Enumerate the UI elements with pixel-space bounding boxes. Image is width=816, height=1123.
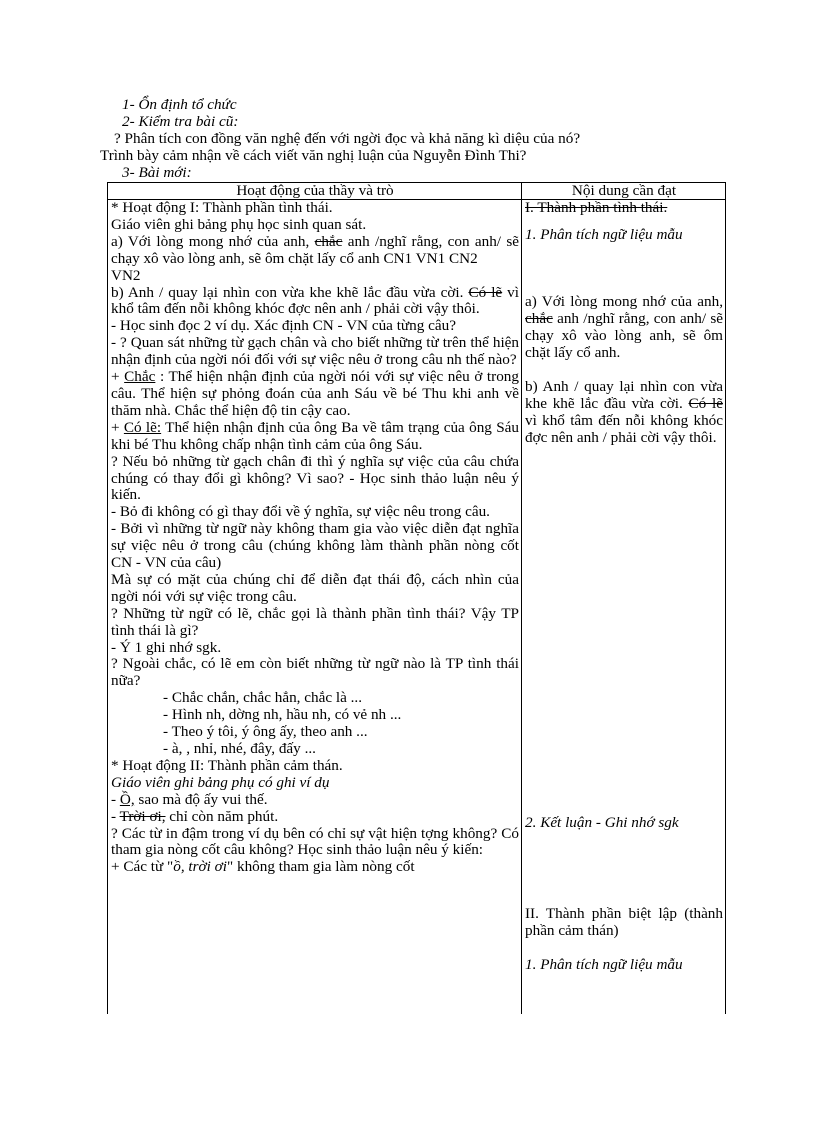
question-remove: ? Nếu bỏ những từ gạch chân đi thì ý nghĩa sự việc của câu chứa chúng có thay đổi gì không? Vì sao? - Học sinh thảo luận nêu ý kiến. bbox=[111, 452, 519, 504]
example-b: b) Anh / quay lại nhìn con vừa khe khẽ lắc đầu vừa cời. Có lẽ vì khổ tâm đến nỗi không khóc đợc nên anh / phải cời vậy thôi. bbox=[111, 283, 519, 318]
content-example-a: a) Với lòng mong nhớ của anh, chắc anh /nghĩ rằng, con anh/ sẽ chạy xô vào lòng anh, sẽ ôm chặt lấy cổ anh. bbox=[525, 292, 723, 361]
answer-because: - Bởi vì những từ ngữ này không tham gia vào việc diễn đạt nghĩa sự việc nêu ở trong câu (chúng không làm thành phần nòng cốt CN - VN của câu) bbox=[111, 520, 519, 572]
intro-question-2: Trình bày cảm nhận về cách viết văn nghị luận của Nguyễn Đình Thi? bbox=[100, 147, 527, 164]
question-bold-words: ? Các từ in đậm trong ví dụ bên có chỉ sự vật hiện tợng không? Có tham gia nòng cốt câu không? Học sinh thảo luận nêu ý kiến: bbox=[111, 824, 519, 859]
task-identify: - Học sinh đọc 2 ví dụ. Xác định CN - VN của từng câu? bbox=[111, 317, 456, 335]
list-item: - Theo ý tôi, ý ông ấy, theo anh ... bbox=[163, 723, 368, 741]
list-item: - à, , nhỉ, nhé, đây, đấy ... bbox=[163, 740, 316, 757]
content-example-b: b) Anh / quay lại nhìn con vừa khe khẽ lắc đầu vừa cời. Có lẽ vì khổ tâm đến nỗi không khóc đợc nên anh / phải cời vậy thôi. bbox=[525, 378, 723, 447]
header-activities: Hoạt động của thầy và trò bbox=[108, 183, 522, 200]
answer-attitude: Mà sự có mặt của chúng chỉ để diễn đạt thái độ, cách nhìn của ngời nói với sự việc trong câu. bbox=[111, 570, 519, 605]
lesson-table bbox=[107, 182, 726, 1014]
intro-step-3: 3- Bài mới: bbox=[122, 164, 192, 181]
example-o: - Ồ, sao mà độ ấy vui thế. bbox=[111, 790, 268, 808]
intro-question-1: ? Phân tích con đồng văn nghệ đến với ngời đọc và khả năng kì diệu của nó? bbox=[114, 130, 581, 147]
example-troi-oi: - Trời ơi, chỉ còn năm phút. bbox=[111, 807, 279, 825]
answer-co-le: + Có lẽ: Thể hiện nhận định của ông Ba về tâm trạng của ông Sáu khi bé Thu không chấp nhận tình cảm của ông Sáu. bbox=[111, 418, 519, 453]
list-item: - Chắc chắn, chắc hẳn, chắc là ... bbox=[163, 689, 363, 707]
note-sgk: - Ý 1 ghi nhớ sgk. bbox=[111, 638, 222, 656]
example-a: a) Với lòng mong nhớ của anh, chắc anh /nghĩ rằng, con anh/ sẽ chạy xô vào lòng anh, sẽ ôm chặt lấy cổ anh CN1 VN1 CN2 bbox=[111, 232, 519, 267]
list-item: - Hình nh, dờng nh, hầu nh, có vẻ nh ... bbox=[163, 706, 402, 724]
answer-exclamation: + Các từ "ồ, trời ơi" không tham gia làm nòng cốt bbox=[111, 858, 415, 876]
question-more-words: ? Ngoài chắc, có lẽ em còn biết những từ ngữ nào là TP tình thái nữa? bbox=[111, 655, 519, 690]
question-definition: ? Những từ ngữ có lẽ, chắc gọi là thành phần tình thái? Vậy TP tình thái là gì? bbox=[111, 604, 519, 639]
teacher-note: Giáo viên ghi bảng phụ học sinh quan sát. bbox=[111, 215, 367, 233]
section-2-title: II. Thành phần biệt lập (thành phần cảm thán) bbox=[525, 904, 723, 939]
example-a-tail: VN2 bbox=[111, 266, 141, 284]
lesson-intro bbox=[100, 96, 730, 181]
content-column bbox=[522, 200, 726, 1015]
subsection-analysis-2: 1. Phân tích ngữ liệu mẫu bbox=[525, 955, 683, 973]
question-observe: - ? Quan sát những từ gạch chân và cho biết những từ trên thể hiện nhận định của ngời nói đối với sự việc nêu ở trong câu nh thế nào? bbox=[111, 334, 519, 369]
intro-step-2: 2- Kiểm tra bài cũ: bbox=[122, 113, 239, 130]
activity-2-heading: * Hoạt động II: Thành phần cảm thán. bbox=[111, 756, 343, 774]
intro-step-1: 1- Ổn định tổ chức bbox=[122, 96, 237, 113]
teacher-note-2: Giáo viên ghi bảng phụ có ghi ví dụ bbox=[111, 773, 330, 791]
underlined-word-chac: chắc bbox=[314, 232, 343, 250]
header-content: Nội dung cần đạt bbox=[522, 183, 726, 200]
activity-1-heading: * Hoạt động I: Thành phần tình thái. bbox=[111, 199, 333, 216]
answer-chac: + Chắc : Thể hiện nhận định của ngời nói với sự việc nêu ở trong câu. Thể hiện sự phỏng đoán của anh Sáu về bé Thu khi anh về thăm nhà. Chắc thể hiện độ tin cậy cao. bbox=[111, 368, 519, 419]
activities-column bbox=[108, 200, 522, 1015]
subsection-analysis: 1. Phân tích ngữ liệu mẫu bbox=[525, 225, 683, 243]
answer-remove: - Bỏ đi không có gì thay đổi về ý nghĩa, sự việc nêu trong câu. bbox=[111, 503, 490, 521]
underlined-word-co-le: Có lẽ bbox=[468, 283, 503, 301]
subsection-conclusion: 2. Kết luận - Ghi nhớ sgk bbox=[525, 814, 679, 832]
section-1-title: I. Thành phần tình thái. bbox=[525, 199, 668, 216]
